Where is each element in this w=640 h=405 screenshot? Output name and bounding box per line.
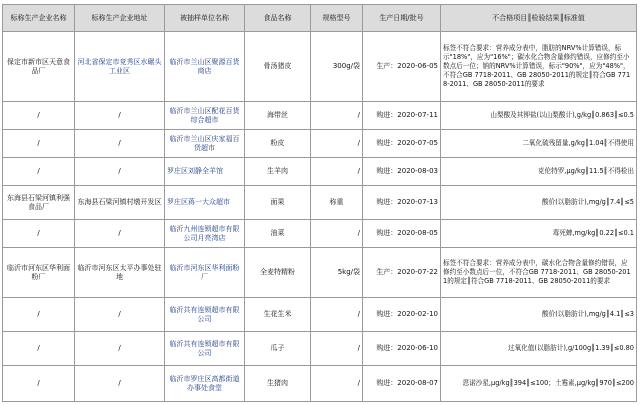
- spec-cell: 300g/袋: [311, 32, 363, 102]
- header-spec: 规格型号: [311, 5, 363, 32]
- sampled-unit-cell: 罗庄区刘静全羊馆: [165, 158, 245, 186]
- address-cell: /: [75, 298, 165, 332]
- producer-cell: 保定市新市区天意食品厂: [3, 32, 75, 102]
- header-sampled-unit: 被抽样单位名称: [165, 5, 245, 32]
- producer-cell: /: [3, 220, 75, 248]
- address-cell: /: [75, 102, 165, 130]
- address-cell: /: [75, 220, 165, 248]
- result-cell: 标签不符合要求：营养成分表中，碳水化合物含量修约错误，应修约至小数点后一位，不符合GB 7718-2011、GB 28050-2011的规定║符合GB 7718-2011、GB 28050-2011的要求: [441, 248, 637, 298]
- sampled-unit-cell: 临沂共有连锁超市有限公司: [165, 332, 245, 366]
- producer-cell: /: [3, 158, 75, 186]
- spec-cell: 称重: [311, 186, 363, 220]
- table-row: [3, 366, 637, 402]
- food-cell: 全麦特精粉: [245, 248, 311, 298]
- header-row: [3, 5, 637, 32]
- result-cell: 毒死蜱,mg/kg║0.22║≤0.1: [441, 220, 637, 248]
- food-cell: 生羊肉: [245, 158, 311, 186]
- result-cell: 恩诺沙星,μg/kg║394║≤100；土霉素,μg/kg║970║≤200: [441, 366, 637, 402]
- food-cell: 生猪肉: [245, 366, 311, 402]
- address-cell: 东海县石梁河镇村墩开发区: [75, 186, 165, 220]
- result-cell: 克伦特罗,μg/kg║11.5║不得检出: [441, 158, 637, 186]
- date-cell: 生产：2020-06-05: [363, 32, 441, 102]
- header-food-name: 食品名称: [245, 5, 311, 32]
- date-cell: 生产：2020-07-22: [363, 248, 441, 298]
- food-cell: 粉皮: [245, 130, 311, 158]
- sampled-unit-cell: 临沂市兰山区聚源百货商店: [165, 32, 245, 102]
- sampled-unit-cell: 临沂市兰山区配花百货综合超市: [165, 102, 245, 130]
- table-row: [3, 332, 637, 366]
- sampled-unit-cell: 临沂市河东区华利面粉厂: [165, 248, 245, 298]
- result-cell: 山梨酸及其钾盐(以山梨酸计),g/kg║0.863║≤0.5: [441, 102, 637, 130]
- spec-cell: /: [311, 158, 363, 186]
- sampled-unit-cell: 临沂共有连锁超市有限公司: [165, 298, 245, 332]
- date-cell: 购进：2020-02-10: [363, 298, 441, 332]
- result-cell: 酸价(以脂肪计),mg/g║7.4║≤5: [441, 186, 637, 220]
- date-cell: 购进：2020-07-11: [363, 102, 441, 130]
- sampled-unit-cell: 临沂市罗庄区高都街道办事处食堂: [165, 366, 245, 402]
- address-cell: /: [75, 332, 165, 366]
- table-row: [3, 102, 637, 130]
- header-result: 不合格项目║检验结果║标准值: [441, 5, 637, 32]
- food-cell: 骨汤猪皮: [245, 32, 311, 102]
- spec-cell: /: [311, 332, 363, 366]
- date-cell: 购进：2020-07-05: [363, 130, 441, 158]
- sampled-unit-cell: 罗庄区蒋一大众超市: [165, 186, 245, 220]
- food-cell: 油菜: [245, 220, 311, 248]
- producer-cell: /: [3, 102, 75, 130]
- spec-cell: /: [311, 130, 363, 158]
- sampled-unit-cell: 临沂市兰山区庆家福百货超市: [165, 130, 245, 158]
- food-cell: 海带丝: [245, 102, 311, 130]
- producer-cell: 东海县石梁河镇利强食品厂: [3, 186, 75, 220]
- date-cell: 购进：2020-07-13: [363, 186, 441, 220]
- date-cell: 购进：2020-08-03: [363, 158, 441, 186]
- header-address: 标称生产企业地址: [75, 5, 165, 32]
- table-row: [3, 186, 637, 220]
- food-cell: 面果: [245, 186, 311, 220]
- spec-cell: /: [311, 366, 363, 402]
- result-cell: 二氧化硫残留量,g/kg║1.04║不得使用: [441, 130, 637, 158]
- spec-cell: /: [311, 220, 363, 248]
- date-cell: 购进：2020-06-10: [363, 332, 441, 366]
- result-cell: 标签不符合要求：营养成分表中，脂肪的NRV%计算错误，标示"18%"，应为"16%"；碳水化合物含量修约错误，应修约至小数点后一位；钠的NRV%计算错误，标示"90%"，应为"48%"，不符合GB 7718-2011、GB 28050-2011的规定║符合GB 7718-2011、GB 28050-2011的要求: [441, 32, 637, 102]
- table-row: [3, 248, 637, 298]
- table-row: [3, 32, 637, 102]
- producer-cell: /: [3, 366, 75, 402]
- spec-cell: /: [311, 298, 363, 332]
- result-cell: 酸价(以脂肪计),mg/g║4.1║≤3: [441, 298, 637, 332]
- address-cell: 河北省保定市竞秀区水碾头工业区: [75, 32, 165, 102]
- date-cell: 购进：2020-08-07: [363, 366, 441, 402]
- table-row: [3, 130, 637, 158]
- producer-cell: 临沂市河东区华利面粉厂: [3, 248, 75, 298]
- table-row: [3, 298, 637, 332]
- header-producer: 标称生产企业名称: [3, 5, 75, 32]
- producer-cell: /: [3, 332, 75, 366]
- food-cell: 瓜子: [245, 332, 311, 366]
- spec-cell: 5kg/袋: [311, 248, 363, 298]
- sampled-unit-cell: 临沂九州连锁超市有限公司月亮湾店: [165, 220, 245, 248]
- address-cell: /: [75, 366, 165, 402]
- header-date: 生产日期/批号: [363, 5, 441, 32]
- table-row: [3, 158, 637, 186]
- inspection-results-table: [2, 4, 637, 402]
- address-cell: /: [75, 130, 165, 158]
- address-cell: /: [75, 158, 165, 186]
- producer-cell: /: [3, 298, 75, 332]
- table-row: [3, 220, 637, 248]
- spec-cell: /: [311, 102, 363, 130]
- address-cell: 临沂市河东区太平办事处驻地: [75, 248, 165, 298]
- food-cell: 生花生米: [245, 298, 311, 332]
- producer-cell: /: [3, 130, 75, 158]
- date-cell: 购进：2020-08-05: [363, 220, 441, 248]
- result-cell: 过氧化值(以脂肪计),g/100g║1.39║≤0.80: [441, 332, 637, 366]
